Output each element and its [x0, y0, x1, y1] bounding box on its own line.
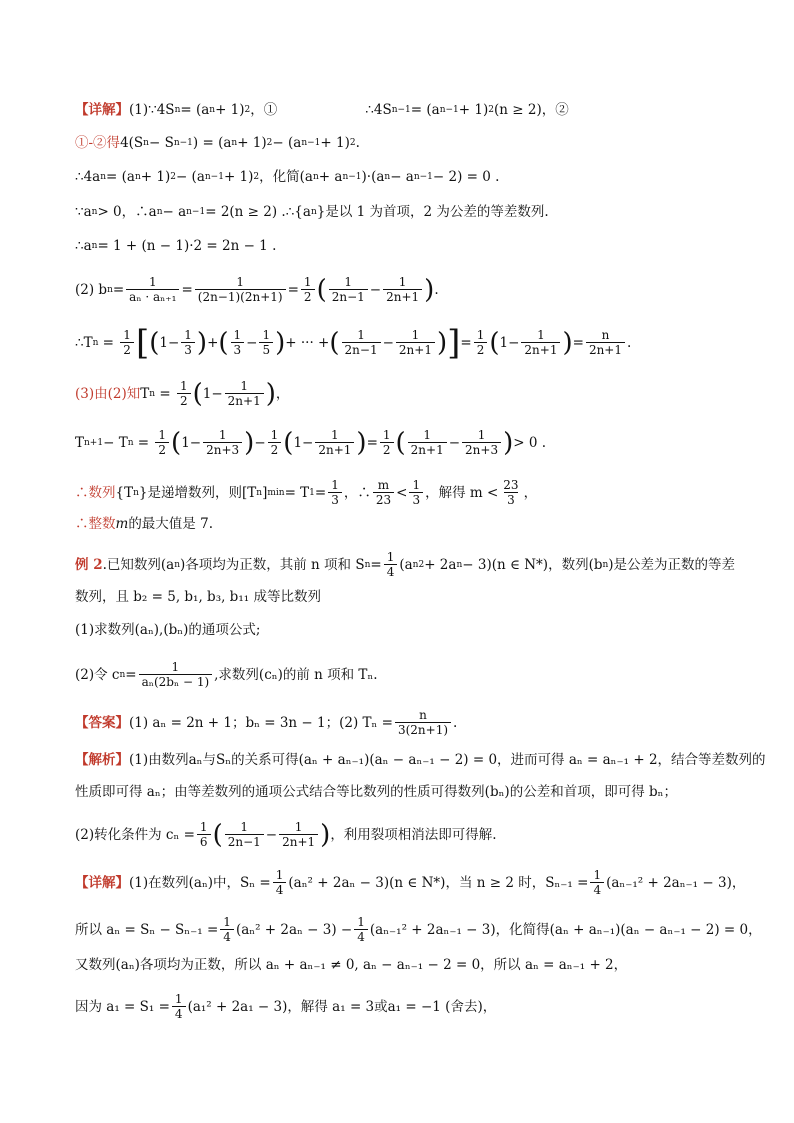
example2-question2: (2)令 c n = $\frac{1}{\text{aₙ(2bₙ − 1)}}$ ,求数列(cₙ)的前 n 项和 Tₙ.	[75, 660, 378, 689]
fraction: $\frac{1}{2n-1}$	[329, 275, 368, 304]
example2-analysis3: (2)转化条件为 cₙ = $\frac{1}{6}$ ( $\frac{1}{2n-1}$ − $\frac{1}{2n+1}$ ) ，利用裂项相消法即可得解.	[75, 819, 497, 850]
solution1-line7: ∴T n = $\frac{1}{2}$ [ ( 1− $\frac{1}{3}$ ) + ( $\frac{1}{3}$ − $\frac{1}{5}$ ) + ··· + ( $\frac{1}{2n-1}$ − $\frac{1}{2n+1}$ ) ] = $\frac{1}{2}$ ( 1− $\frac{1}{2n+1}$ ) = $\frac{n}{2n+1}$ .	[75, 322, 632, 363]
answer-tag: 【答案】	[75, 714, 129, 731]
solution1-line11: ∴整数 m 的最大值是 7.	[75, 516, 213, 532]
solution1-line8: (3)由(2)知 T n = $\frac{1}{2}$ ( 1− $\frac{1}{2n+1}$ ) ，	[75, 378, 290, 409]
example2-question1: (1)求数列(aₙ),(bₙ)的通项公式;	[75, 622, 261, 638]
detail-tag-2: 【详解】	[75, 874, 129, 891]
example2-line1: 例 2 .已知数列(a n )各项均为正数，其前 n 项和 S n = $\frac{1}{4}$ (a n 2 + 2a n − 3)(n ∈ N*)，数列(b n )是公差为正数的等差	[75, 550, 736, 579]
example2-answer: 【答案】 (1) aₙ = 2n + 1；bₙ = 3n − 1；(2) Tₙ = $\frac{n}{3(2n+1)}$ .	[75, 708, 458, 737]
example2-analysis1: 【解析】 (1)由数列aₙ与Sₙ的关系可得(aₙ + aₙ₋₁)(aₙ − aₙ₋₁ − 2) = 0，进而可得 aₙ = aₙ₋₁ + 2，结合等差数列的	[75, 752, 766, 768]
example2-line2: 数列，且 b₂ = 5, b₁, b₃, b₁₁ 成等比数列	[75, 589, 321, 605]
example-title: 例 2	[75, 556, 103, 573]
example2-analysis2: 性质即可得 aₙ；由等差数列的通项公式结合等比数列的性质可得数列(bₙ)的公差和首项，即可得 bₙ；	[75, 784, 677, 800]
fraction: $\frac{1}{(2n-1)(2n+1)}$	[195, 275, 286, 304]
solution1-line6: (2) b n = $\frac{1}{\text{aₙ · aₙ₊₁}}$ = $\frac{1}{(2n-1)(2n+1)}$ = $\frac{1}{2}$ ( $\frac{1}{2n-1}$ − $\frac{1}{2n+1}$ ) .	[75, 274, 439, 305]
example2-detail3: 又数列(aₙ)各项均为正数，所以 aₙ + aₙ₋₁ ≠ 0, aₙ − aₙ₋₁ − 2 = 0，所以 aₙ = aₙ₋₁ + 2，	[75, 957, 628, 973]
example2-detail4: 因为 a₁ = S₁ = $\frac{1}{4}$ (a₁² + 2a₁ − 3)，解得 a₁ = 3或a₁ = −1 (舍去)，	[75, 992, 497, 1021]
fraction: $\frac{1}{2n+1}$	[383, 275, 422, 304]
example2-detail2: 所以 aₙ = Sₙ − Sₙ₋₁ = $\frac{1}{4}$ (aₙ² + 2aₙ − 3) − $\frac{1}{4}$ (aₙ₋₁² + 2aₙ₋₁ − 3)，化简得(aₙ + aₙ₋₁)(aₙ − aₙ₋₁ − 2) = 0，	[75, 915, 762, 944]
example2-detail1: 【详解】 (1)在数列(aₙ)中，Sₙ = $\frac{1}{4}$ (aₙ² + 2aₙ − 3)(n ∈ N*)，当 n ≥ 2 时，Sₙ₋₁ = $\frac{1}{4}$ (aₙ₋₁² + 2aₙ₋₁ − 3)，	[75, 868, 746, 897]
solution1-line1: 【详解】 (1)∵4S n = (a n + 1) 2 ，① ∴4S n−1 = (a n−1 + 1) 2 (n ≥ 2)，②	[75, 102, 569, 118]
analysis-tag: 【解析】	[75, 752, 129, 768]
solution1-line5: ∴a n = 1 + (n − 1)·2 = 2n − 1 .	[75, 238, 277, 254]
solution1-line4: ∵a n > 0，∴a n − a n−1 = 2(n ≥ 2) .∴{a n }是以 1 为首项，2 为公差的等差数列.	[75, 204, 549, 220]
fraction: $\frac{1}{2}$	[301, 275, 315, 304]
solution1-line10: ∴数列 {T n }是递增数列，则[T n ] min = T 1 = $\frac{1}{3}$ ，∴ $\frac{m}{23}$ < $\frac{1}{3}$ ，解得 m < $\frac{23}{3}$ ，	[75, 478, 538, 507]
fraction: $\frac{1}{\text{aₙ · aₙ₊₁}}$	[126, 275, 179, 304]
detail-tag: 【详解】	[75, 102, 129, 118]
solution1-line3: ∴4a n = (a n + 1) 2 − (a n−1 + 1) 2 ，化简(a n + a n−1 )·(a n − a n−1 − 2) = 0 .	[75, 169, 500, 185]
solution1-line9: T n+1 − T n = $\frac{1}{2}$ ( 1− $\frac{1}{2n+3}$ ) − $\frac{1}{2}$ ( 1− $\frac{1}{2n+1}$ ) = $\frac{1}{2}$ ( $\frac{1}{2n+1}$ − $\frac{1}{2n+3}$ ) > 0 .	[75, 427, 547, 458]
solution1-line2: ①-②得 4(S n − S n−1 ) = (a n + 1) 2 − (a n−1 + 1) 2 .	[75, 135, 360, 151]
